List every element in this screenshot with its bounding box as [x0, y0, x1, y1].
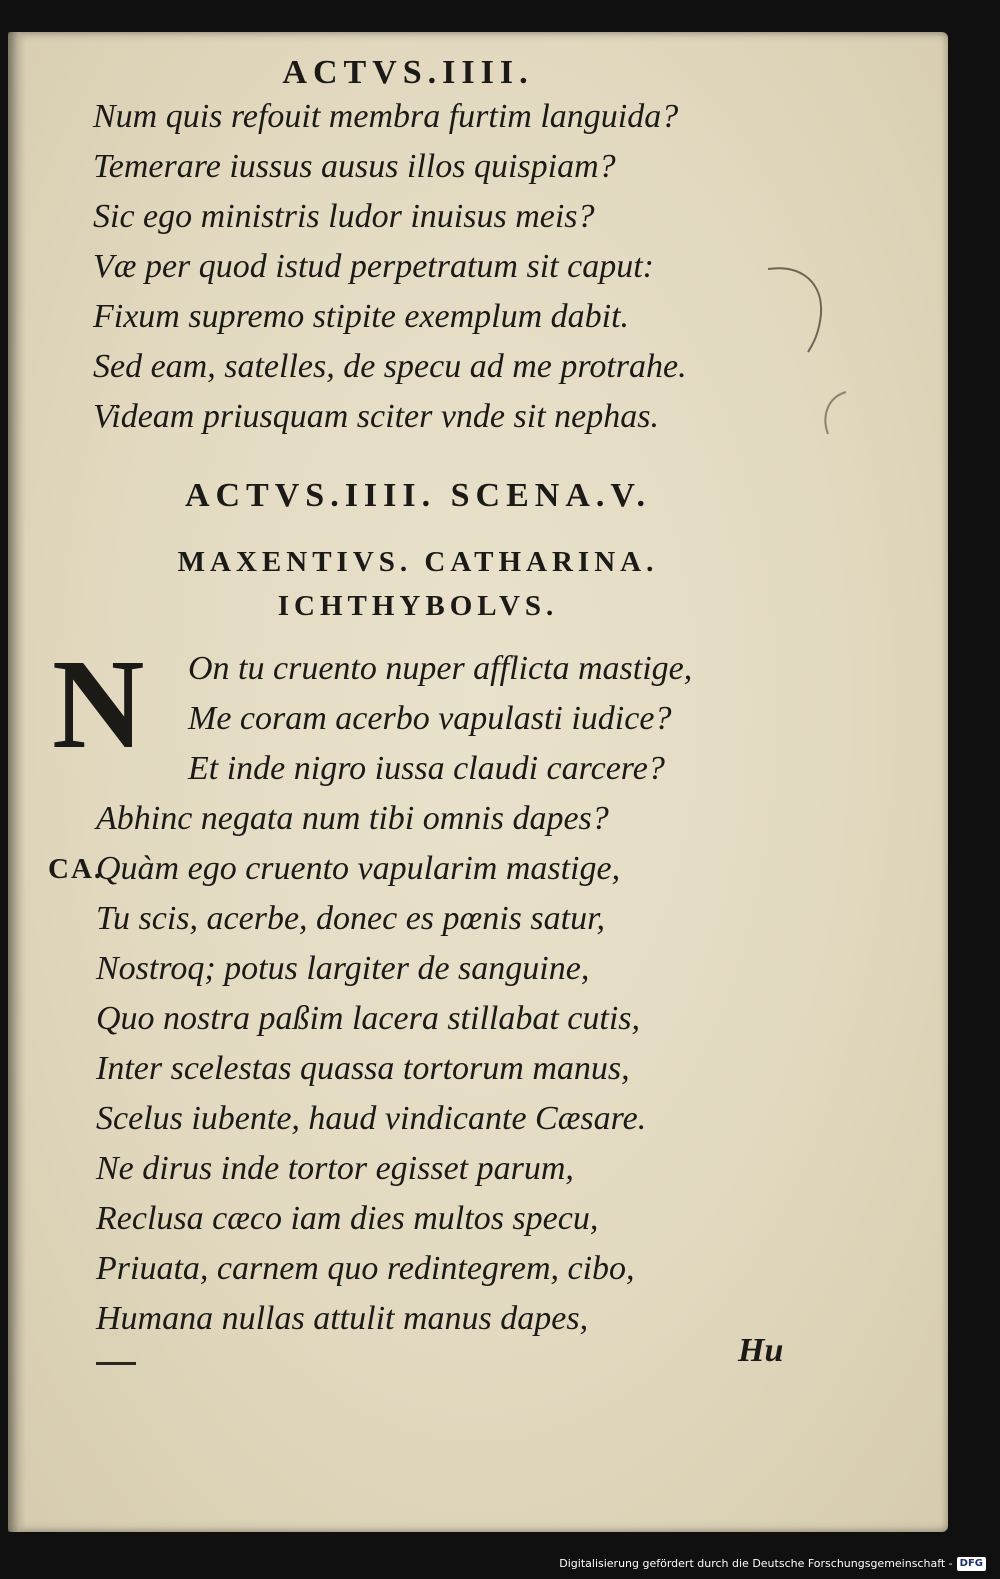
verse-line: On tu cruento nuper afflicta mastige, [188, 650, 693, 687]
personae-line: MAXENTIVS. CATHARINA. [177, 546, 659, 578]
scene-heading: ACTVS.IIII. SCENA.V. [184, 477, 652, 514]
printer-rule [96, 1362, 136, 1365]
verse-line: Quo nostra paßim lacera stillabat cutis, [96, 1000, 640, 1037]
verse-line: Fixum supremo stipite exemplum dabit. [93, 298, 630, 335]
verse-line: Et inde nigro iussa claudi carcere? [188, 750, 665, 787]
verse-line: Quàm ego cruento vapularim mastige, [96, 850, 621, 887]
verse-block-dropcap [188, 644, 692, 794]
margin-bracket-mark [816, 388, 856, 438]
verse-line: Priuata, carnem quo redintegrem, cibo, [96, 1250, 635, 1287]
speaker-label: CA. [48, 853, 104, 885]
verse-line: Num quis refouit membra furtim languida? [93, 98, 679, 135]
verse-block-main [96, 794, 646, 1344]
verse-line: Ne dirus inde tortor egisset parum, [96, 1150, 574, 1187]
running-head: ACTVS.IIII. [282, 54, 534, 91]
page-text [8, 32, 948, 1532]
verse-line: Nostroq; potus largiter de sanguine, [96, 950, 590, 987]
verse-line: Sed eam, satelles, de specu ad me protrahe. [93, 348, 687, 385]
dfg-logo-icon: DFG [957, 1557, 986, 1571]
verse-block-top [93, 92, 687, 442]
dramatis-personae [8, 540, 828, 628]
book-page [8, 32, 948, 1532]
verse-line: Me coram acerbo vapulasti iudice? [188, 700, 672, 737]
footer-credit: Digitalisierung gefördert durch die Deutsche Forschungsgemeinschaft - [559, 1557, 953, 1570]
verse-line: Abhinc negata num tibi omnis dapes? [96, 800, 609, 837]
catchword: Hu [738, 1332, 784, 1369]
margin-bracket-mark [763, 264, 833, 354]
verse-line: Tu scis, acerbe, donec es pœnis satur, [96, 900, 606, 937]
verse-line: Væ per quod istud perpetratum sit caput: [93, 248, 654, 285]
verse-line: Humana nullas attulit manus dapes, [96, 1300, 589, 1337]
verse-line: Inter scelestas quassa tortorum manus, [96, 1050, 630, 1087]
verse-line: Sic ego ministris ludor inuisus meis? [93, 198, 595, 235]
verse-line: Scelus iubente, haud vindicante Cæsare. [96, 1100, 647, 1137]
personae-line: ICHTHYBOLVS. [277, 590, 559, 622]
drop-cap: N [52, 633, 145, 775]
verse-line: Reclusa cæco iam dies multos specu, [96, 1200, 599, 1237]
digitization-footer [559, 1553, 986, 1575]
verse-line: Videam priusquam sciter vnde sit nephas. [93, 398, 659, 435]
verse-line: Temerare iussus ausus illos quispiam? [93, 148, 616, 185]
